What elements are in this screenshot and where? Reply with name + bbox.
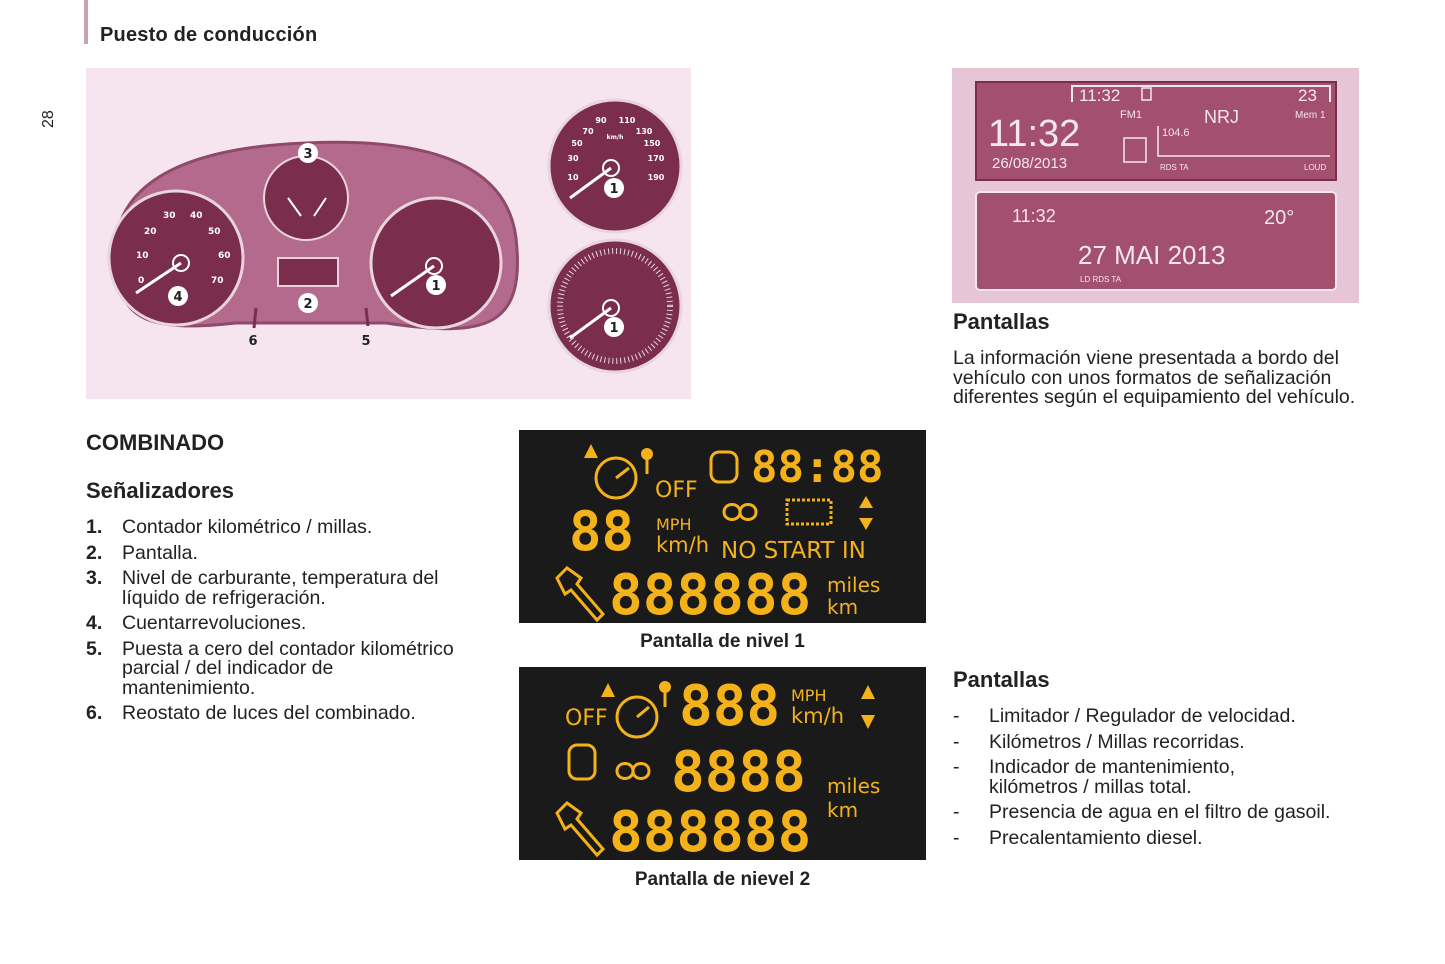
loud-label: LOUD — [1304, 163, 1327, 172]
speedo-tick: 150 — [643, 139, 661, 148]
list-item: - Indicador de mantenimiento, kilómetros / millas total. — [953, 756, 1236, 798]
info-screens-art — [952, 68, 1359, 303]
speedometer-variant-dual — [549, 240, 681, 372]
bottom-date: 27 MAI 2013 — [1078, 240, 1226, 270]
miles-label: miles — [827, 774, 881, 798]
list-item: - Presencia de agua en el filtro de gasoil. — [953, 801, 1331, 823]
pantallas-list-title: Pantallas — [953, 667, 1050, 692]
section-bar — [84, 0, 88, 44]
odometer-digits: 888888 — [609, 800, 812, 860]
tacho-tick: 30 — [163, 211, 176, 221]
speed-digits: 888 — [679, 674, 781, 739]
tacho-tick: 0 — [138, 276, 145, 286]
speedo-tick: 130 — [635, 127, 653, 136]
speedo-tick: 50 — [571, 139, 583, 148]
band-label: FM1 — [1120, 109, 1142, 121]
speedometer-variant-kmh — [549, 100, 681, 232]
bottom-time: 11:32 — [1012, 206, 1056, 226]
off-label: OFF — [565, 706, 608, 731]
off-label: OFF — [655, 478, 698, 503]
water-in-fuel-icon — [569, 745, 595, 779]
tacho-tick: 20 — [144, 227, 157, 237]
list-item: 5. Puesta a cero del contador kilométrico parcial / del indicador de mantenimiento. — [86, 637, 454, 699]
callout-4: 4 — [173, 290, 183, 305]
tacho-tick: 40 — [190, 211, 203, 221]
list-item: - Limitador / Regulador de velocidad. — [953, 705, 1296, 727]
cluster-illustration — [86, 68, 691, 399]
callout-1: 1 — [431, 279, 441, 294]
km-label: km — [827, 798, 859, 822]
list-item: 4. Cuentarrevoluciones. — [86, 612, 307, 634]
top-small-time: 11:32 — [1079, 86, 1121, 105]
lcd-level-1-art — [519, 430, 926, 623]
lcd-level-2-art — [519, 667, 926, 860]
particle-filter-icon — [787, 500, 831, 524]
speedo-unit: km/h — [606, 134, 624, 141]
list-item: 2. Pantalla. — [86, 541, 198, 564]
pantallas-list — [953, 707, 1373, 854]
list-item: 3. Nivel de carburante, temperatura del líquido de refrigeración. — [86, 567, 439, 609]
section-title: Puesto de conducción — [100, 24, 318, 46]
up-down-arrows-icon — [861, 685, 875, 729]
mph-label: MPH — [656, 515, 692, 534]
combinado-title: COMBINADO — [86, 430, 225, 455]
info-screens-figure — [952, 68, 1359, 303]
warning-triangle-icon — [584, 444, 598, 458]
tacho-tick: 60 — [218, 251, 231, 261]
speed-digits: 88 — [569, 500, 635, 563]
reostat-button — [254, 308, 256, 328]
miles-label: miles — [827, 573, 881, 597]
lcd-level-2 — [519, 667, 926, 860]
kmh-label: km/h — [791, 704, 845, 728]
station-name: NRJ — [1204, 107, 1239, 127]
senalizadores-list — [86, 518, 486, 730]
up-down-arrows-icon — [859, 496, 873, 530]
speedo-tick: 110 — [618, 116, 636, 125]
kmh-label: km/h — [656, 533, 710, 557]
top-date: 26/08/2013 — [992, 155, 1068, 172]
preheat-icon — [617, 764, 649, 779]
list-item: - Kilómetros / Millas recorridas. — [953, 730, 1245, 753]
list-item: - Precalentamiento diesel. — [953, 826, 1203, 849]
tacho-tick: 70 — [211, 276, 224, 286]
speedo-tick: 10 — [567, 173, 579, 182]
km-label: km — [827, 595, 859, 619]
speedo-tick: 190 — [647, 173, 665, 182]
central-display — [278, 258, 338, 286]
wrench-icon — [557, 568, 603, 620]
callout-3: 3 — [303, 147, 313, 162]
speedo-tick: 30 — [567, 154, 579, 163]
speedo-tick: 90 — [595, 116, 607, 125]
frequency: 104.6 — [1162, 127, 1190, 139]
no-start-label: NO START IN — [721, 538, 866, 564]
top-big-time: 11:32 — [988, 113, 1081, 155]
callout-2: 2 — [303, 297, 313, 312]
trip-reset-button — [366, 308, 368, 326]
water-in-fuel-icon — [711, 452, 737, 482]
pantallas-intro-text: La información viene presentada a bordo del vehículo con unos formatos de señalización diferentes según el equipamiento del vehículo. — [953, 347, 1356, 408]
callout-5: 5 — [361, 334, 371, 349]
list-item: 6. Reostato de luces del combinado. — [86, 702, 416, 724]
top-temp: 23 — [1298, 86, 1317, 105]
tacho-tick: 10 — [136, 251, 149, 261]
speedometer — [371, 198, 501, 328]
callout-6: 6 — [248, 334, 258, 349]
clock-digits: 88:88 — [751, 442, 884, 493]
callout-1: 1 — [609, 321, 619, 336]
tacho-tick: 50 — [208, 227, 221, 237]
memory-label: Mem 1 — [1295, 110, 1326, 121]
lcd-level-1-caption: Pantalla de nivel 1 — [640, 631, 805, 652]
lcd-level-1 — [519, 430, 926, 623]
cluster-figure — [86, 68, 691, 399]
page-number: 28 — [40, 110, 57, 128]
callout-1: 1 — [609, 182, 619, 197]
wrench-icon — [557, 803, 603, 855]
fuel-temp-gauge — [264, 156, 348, 240]
warning-triangle-icon — [601, 683, 615, 697]
rds-label: RDS TA — [1160, 163, 1189, 172]
speedo-tick: 170 — [647, 154, 665, 163]
speedo-tick: 70 — [582, 127, 594, 136]
preheat-icon — [724, 505, 756, 520]
mph-label: MPH — [791, 686, 827, 705]
senalizadores-title: Señalizadores — [86, 478, 234, 503]
odometer-digits: 888888 — [609, 563, 812, 623]
list-item: 1. Contador kilométrico / millas. — [86, 516, 373, 538]
bottom-temp: 20° — [1264, 207, 1295, 229]
trip-digits: 8888 — [671, 740, 806, 805]
lcd-level-2-caption: Pantalla de nievel 2 — [634, 869, 811, 890]
bottom-status: LD RDS TA — [1080, 275, 1122, 284]
pantallas-intro-title: Pantallas — [953, 309, 1050, 334]
